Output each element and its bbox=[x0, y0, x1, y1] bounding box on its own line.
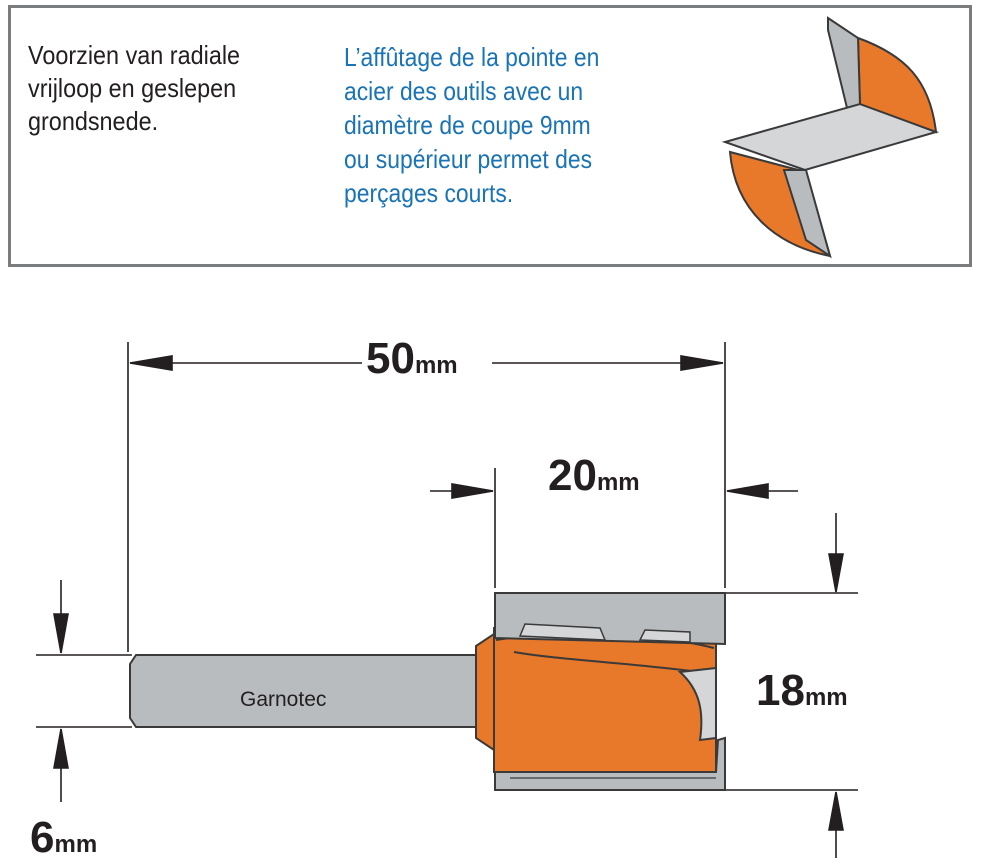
router-bit bbox=[130, 593, 725, 790]
collar bbox=[476, 634, 494, 750]
cutter-body bbox=[494, 628, 716, 772]
description-french: L’affûtage de la pointe en acier des outils avec un diamètre de coupe 9mm ou supérieur permet des perçages courts. bbox=[344, 42, 600, 208]
cutting-length-label: 20mm bbox=[548, 451, 640, 500]
brand-label: Garnotec bbox=[240, 688, 327, 711]
cutting-tip-illustration bbox=[725, 18, 936, 256]
shank-diameter-label: 6mm bbox=[30, 813, 98, 862]
overall-length-label: 50mm bbox=[366, 334, 458, 383]
cutting-diameter-label: 18mm bbox=[756, 666, 848, 715]
description-dutch: Voorzien van radiale vrijloop en geslepen grondsnede. bbox=[28, 40, 241, 136]
